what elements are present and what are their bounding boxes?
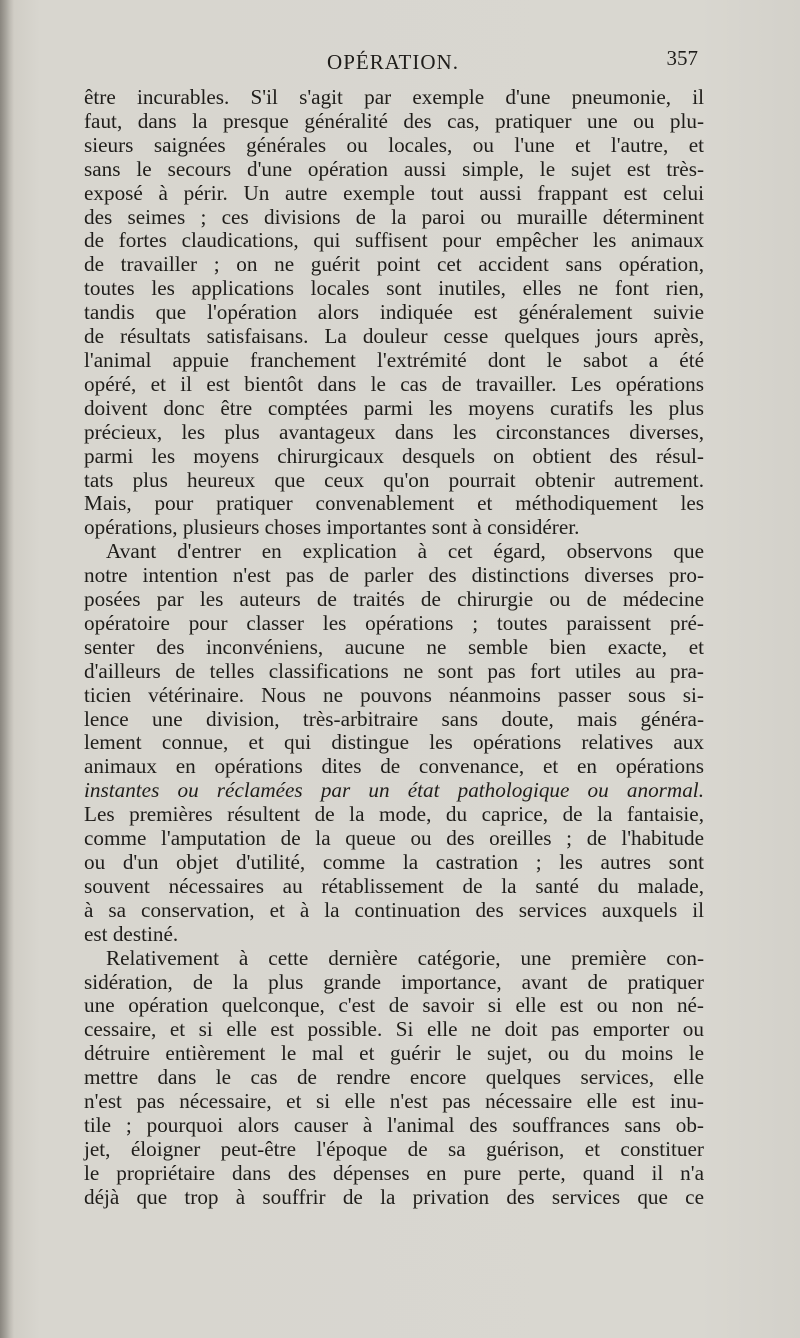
text-line: à sa conservation, et à la continuation des services auxquels il	[84, 897, 704, 922]
text-line: cessaire, et si elle est possible. Si elle ne doit pas emporter ou	[84, 1017, 704, 1042]
text-line-indented: Relativement à cette dernière catégorie, une première con-	[106, 945, 704, 970]
text-line: toutes les applications locales sont inutiles, elles ne font rien,	[84, 276, 704, 301]
text-line: lement connue, et qui distingue les opérations relatives aux	[84, 730, 704, 755]
text-line: détruire entièrement le mal et guérir le sujet, ou du moins le	[84, 1041, 704, 1066]
text-line: sans le secours d'une opération aussi simple, le sujet est très-	[84, 156, 704, 181]
text-line: parmi les moyens chirurgicaux desquels on obtient des résul-	[84, 443, 704, 468]
text-line: tandis que l'opération alors indiquée est généralement suivie	[84, 300, 704, 325]
text-line: ticien vétérinaire. Nous ne pouvons néanmoins passer sous si-	[84, 682, 704, 707]
body-text	[84, 86, 704, 1210]
text-line: une opération quelconque, c'est de savoir si elle est ou non né-	[84, 993, 704, 1018]
text-line: d'ailleurs de telles classifications ne sont pas fort utiles au pra-	[84, 658, 704, 683]
text-line-italic: instantes ou réclamées par un état pathologique ou anormal.	[84, 778, 704, 803]
spine-shadow	[0, 0, 14, 1338]
page-number: 357	[666, 46, 698, 70]
text-line: senter des inconvéniens, aucune ne semble bien exacte, et	[84, 634, 704, 659]
text-line: de fortes claudications, qui suffisent pour empêcher les animaux	[84, 228, 704, 253]
text-line: des seimes ; ces divisions de la paroi ou muraille déterminent	[84, 204, 704, 229]
text-line: de travailler ; on ne guérit point cet accident sans opération,	[84, 252, 704, 277]
text-line: opéré, et il est bientôt dans le cas de travailler. Les opérations	[84, 371, 704, 396]
text-line: opératoire pour classer les opérations ; toutes paraissent pré-	[84, 610, 704, 635]
text-line: l'animal appuie franchement l'extrémité dont le sabot a été	[84, 347, 704, 372]
text-line: tile ; pourquoi alors causer à l'animal des souffrances sans ob-	[84, 1112, 704, 1137]
page-header	[84, 46, 702, 78]
text-line: comme l'amputation de la queue ou des oreilles ; de l'habitude	[84, 826, 704, 851]
text-line: précieux, les plus avantageux dans les circonstances diverses,	[84, 419, 704, 444]
text-line-indented: Avant d'entrer en explication à cet égard, observons que	[106, 539, 704, 564]
text-line: Mais, pour pratiquer convenablement et méthodiquement les	[84, 491, 704, 516]
text-line: sieurs saignées générales ou locales, ou l'une et l'autre, et	[84, 132, 704, 157]
text-line: notre intention n'est pas de parler des distinctions diverses pro-	[84, 563, 704, 588]
text-line: le propriétaire dans des dépenses en pure perte, quand il n'a	[84, 1160, 704, 1185]
text-line: doivent donc être comptées parmi les moyens curatifs les plus	[84, 395, 704, 420]
text-line: déjà que trop à souffrir de la privation des services que ce	[84, 1184, 704, 1209]
text-line: n'est pas nécessaire, et si elle n'est pas nécessaire elle est inu-	[84, 1089, 704, 1114]
text-line: lence une division, très-arbitraire sans doute, mais généra-	[84, 706, 704, 731]
text-line: est destiné.	[84, 921, 179, 946]
text-line: animaux en opérations dites de convenance, et en opérations	[84, 754, 704, 779]
text-line: souvent nécessaires au rétablissement de la santé du malade,	[84, 873, 704, 898]
text-line: posées par les auteurs de traités de chirurgie ou de médecine	[84, 587, 704, 612]
text-line: ou d'un objet d'utilité, comme la castration ; les autres sont	[84, 850, 704, 874]
text-line: faut, dans la presque généralité des cas, pratiquer une ou plu-	[84, 108, 704, 133]
text-line: mettre dans le cas de rendre encore quelques services, elle	[84, 1065, 704, 1090]
text-line: opérations, plusieurs choses importantes sont à considérer.	[84, 515, 580, 540]
text-line: tats plus heureux que ceux qu'on pourrait obtenir autrement.	[84, 467, 704, 492]
text-line: jet, éloigner peut-être l'époque de sa guérison, et constituer	[84, 1136, 704, 1161]
running-head: OPÉRATION.	[327, 50, 459, 74]
text-line: exposé à périr. Un autre exemple tout aussi frappant est celui	[84, 180, 704, 205]
text-line: sidération, de la plus grande importance, avant de pratiquer	[84, 969, 704, 994]
text-line: de résultats satisfaisans. La douleur cesse quelques jours après,	[84, 324, 704, 349]
text-line: Les premières résultent de la mode, du caprice, de la fantaisie,	[84, 802, 704, 827]
text-line: être incurables. S'il s'agit par exemple d'une pneumonie, il	[84, 85, 704, 109]
